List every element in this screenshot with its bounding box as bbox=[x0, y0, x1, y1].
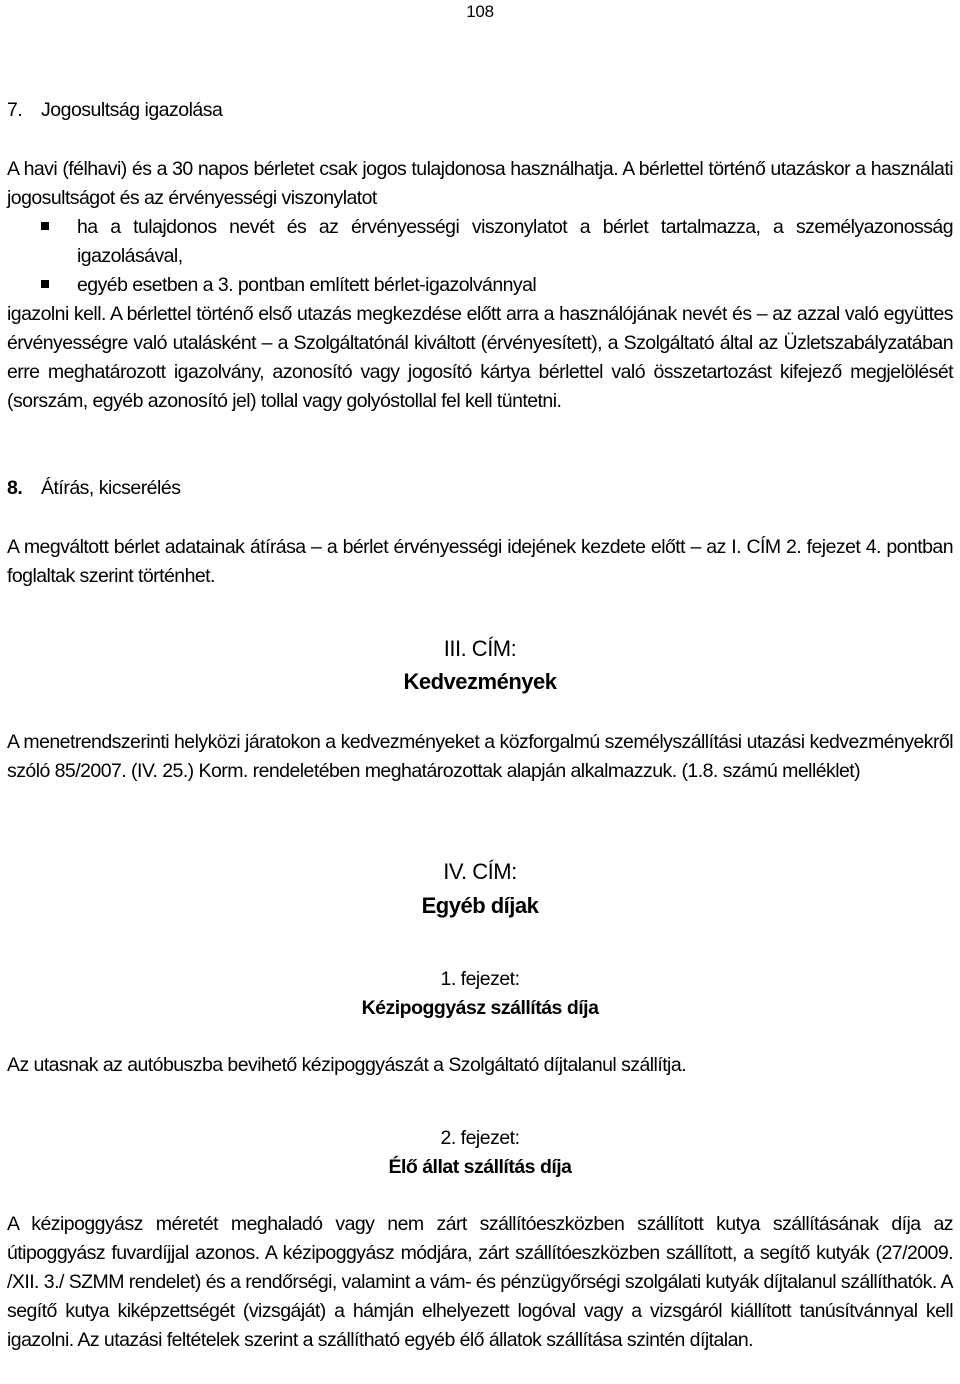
title-4-name: Egyéb díjak bbox=[421, 893, 539, 918]
page-number: 108 bbox=[466, 2, 494, 21]
chapter-2-label: 2. fejezet: bbox=[440, 1127, 520, 1149]
square-bullet-icon bbox=[41, 280, 49, 288]
section-8-number: 8. bbox=[7, 477, 23, 499]
title-4-label: IV. CÍM: bbox=[443, 859, 517, 884]
chapter-2-body: A kézipoggyász méretét meghaladó vagy nem zárt szállítóeszközben szállított kutya szállításának díja az útipoggyász fuvardíjjal azonos. A kézipoggyász módjára, zárt szállítóeszközben szállított, a segítő kutyák (27/2009. /XII. 3./ SZMM rendelet) és a rendőrségi, valamint a vám- és pénzügyőrségi szolgálati kutyák díjtalanul szállíthatók. A segítő kutya kiképzettségét (vizsgáját) a hámján elhelyezett logóval vagy a vizsgáról kiállított tanúsítvánnyal kell igazolni. Az utazási feltételek szerint a szállítható egyéb élő állatok szállítása szintén díjtalan. bbox=[7, 1213, 953, 1351]
chapter-1-label: 1. fejezet: bbox=[440, 968, 520, 990]
section-7-bullet-list bbox=[7, 213, 953, 300]
list-item bbox=[7, 213, 953, 271]
chapter-1-body: Az utasnak az autóbuszba bevihető kézipoggyászát a Szolgáltató díjtalanul szállítja. bbox=[7, 1054, 687, 1076]
chapter-2-name: Élő állat szállítás díja bbox=[388, 1156, 572, 1178]
section-7-heading bbox=[7, 96, 222, 125]
chapter-1-name: Kézipoggyász szállítás díja bbox=[361, 997, 599, 1019]
section-7-title: Jogosultság igazolása bbox=[41, 99, 223, 121]
section-8-heading bbox=[7, 474, 180, 503]
section-8-body: A megváltott bérlet adatainak átírása – a bérlet érvényességi idejének kezdete előtt – az I. CÍM 2. fejezet 4. pontban foglaltak szerint történhet. bbox=[7, 536, 953, 587]
square-bullet-icon bbox=[41, 222, 49, 230]
title-3-body: A menetrendszerinti helyközi járatokon a kedvezményeket a közforgalmú személyszállítási utazási kedvezményekről szóló 85/2007. (IV. 25.) Korm. rendeletében meghatározottak alapján alkalmazzuk. (1.8. számú melléklet) bbox=[7, 731, 953, 782]
title-3-label: III. CÍM: bbox=[443, 636, 517, 661]
bullet-text: egyéb esetben a 3. pontban említett bérlet-igazolvánnyal bbox=[77, 274, 537, 296]
section-7-number: 7. bbox=[7, 99, 23, 121]
title-3-name: Kedvezmények bbox=[403, 669, 557, 694]
list-item bbox=[7, 271, 953, 300]
section-8-title: Átírás, kicserélés bbox=[41, 477, 181, 499]
section-7-body: igazolni kell. A bérlettel történő első utazás megkezdése előtt arra a használójának nevét és – az azzal való együttes érvényességre való utalásként – a Szolgáltatónál kiváltott (érvényesített), a Szolgáltató által az Üzletszabályzatában erre meghatározott igazolvány, azonosító vagy jogosító kártya bérlettel való összetartozást kifejező megjelölését (sorszám, egyéb azonosító jel) tollal vagy golyóstollal fel kell tüntetni. bbox=[7, 303, 953, 412]
section-7-intro: A havi (félhavi) és a 30 napos bérletet csak jogos tulajdonosa használhatja. A bérlettel történő utazáskor a használati jogosultságot és az érvényességi viszonylatot bbox=[7, 158, 953, 209]
bullet-text: ha a tulajdonos nevét és az érvényességi viszonylatot a bérlet tartalmazza, a személyazonosság igazolásával, bbox=[77, 216, 953, 267]
